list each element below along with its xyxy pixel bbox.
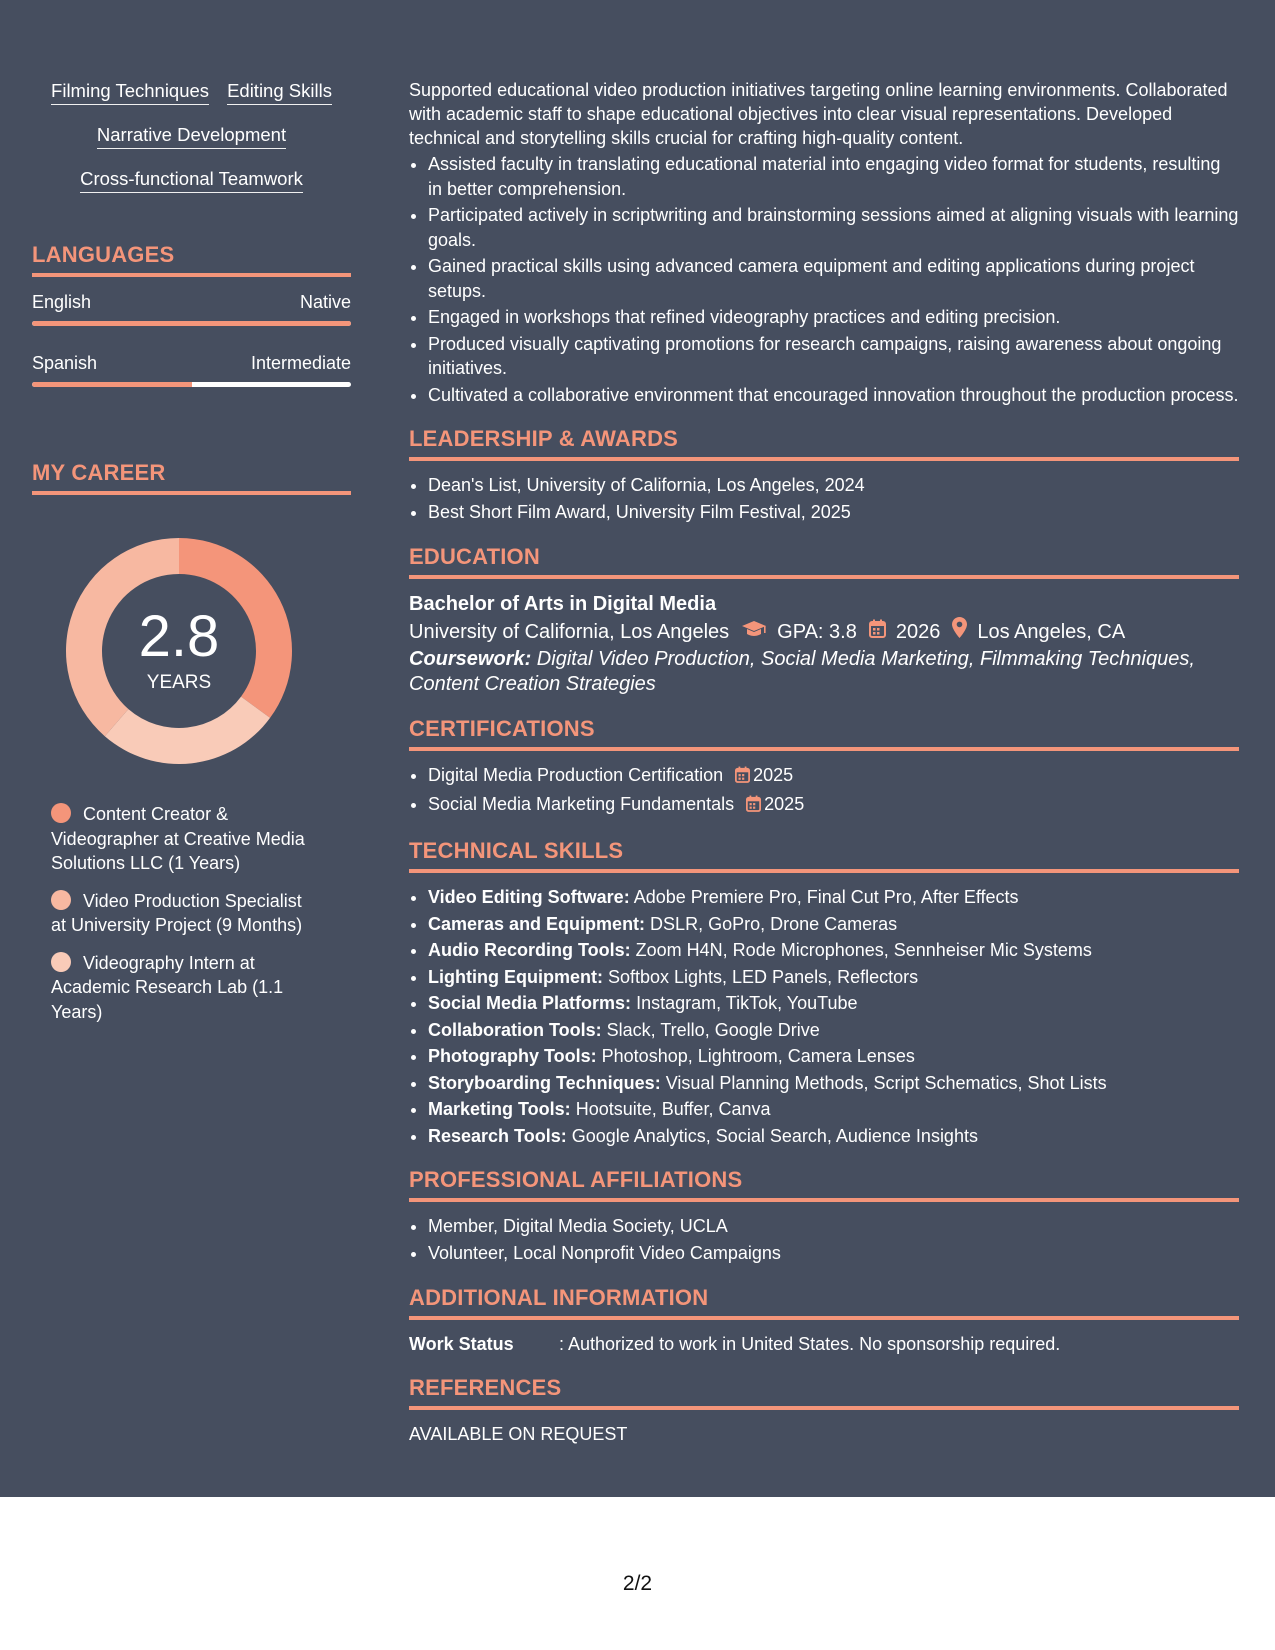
language-level: Intermediate xyxy=(250,353,351,373)
skill-value: Instagram, TikTok, YouTube xyxy=(631,993,858,1013)
coursework-label: Coursework: xyxy=(409,648,532,670)
education-coursework xyxy=(409,647,1239,697)
education-school: University of California, Los Angeles xyxy=(409,621,730,643)
experience-bullet: • Assisted faculty in translating educational material into engaging video format for students, resulting in better comprehension. xyxy=(428,152,1239,201)
skill-item xyxy=(428,965,1239,990)
career-legend-item xyxy=(51,889,321,938)
skill-item xyxy=(428,1097,1239,1122)
calendar-icon xyxy=(869,617,886,647)
coursework-list: Digital Video Production, Social Media Marketing, Filmmaking Techniques, Content Creation Strategies xyxy=(409,648,1195,695)
education-details xyxy=(409,617,1239,647)
career-donut-center xyxy=(64,536,294,766)
page-number: 2/2 xyxy=(622,1572,653,1595)
career-legend-text: Video Production Specialist at University Project (9 Months) xyxy=(51,890,303,935)
leadership-title: LEADERSHIP & AWARDS xyxy=(409,425,1239,461)
career-legend-text: Content Creator & Videographer at Creative Media Solutions LLC (1 Years) xyxy=(51,804,305,873)
certification-year: 2025 xyxy=(753,765,794,785)
certification-name: Digital Media Production Certification xyxy=(428,765,724,785)
certifications-list xyxy=(409,763,1239,819)
award-item: • Dean's List, University of California, Los Angeles, 2024 xyxy=(428,473,1239,498)
affiliation-item: • Member, Digital Media Society, UCLA xyxy=(428,1214,1239,1239)
education-degree: Bachelor of Arts in Digital Media xyxy=(409,593,717,615)
experience-bullet: • Gained practical skills using advanced camera equipment and editing applications during project setups. xyxy=(428,254,1239,303)
affiliations-title: PROFESSIONAL AFFILIATIONS xyxy=(409,1166,1239,1202)
education-year: 2026 xyxy=(895,621,941,643)
skill-value: Slack, Trello, Google Drive xyxy=(601,1019,820,1040)
skill-value: Google Analytics, Social Search, Audience Insights xyxy=(566,1125,978,1146)
career-legend-text: Videography Intern at Academic Research Lab (1.1 Years) xyxy=(51,952,284,1022)
skill-tag: Narrative Development xyxy=(97,124,286,149)
technical-skills-title: TECHNICAL SKILLS xyxy=(409,837,1239,873)
skill-label: Research Tools: xyxy=(428,1125,567,1146)
language-item xyxy=(32,352,351,387)
certification-item xyxy=(428,792,1239,819)
skill-tag-row xyxy=(32,80,351,105)
language-level: Native xyxy=(299,292,351,312)
skill-label: Storyboarding Techniques: xyxy=(428,1072,661,1093)
legend-dot-icon xyxy=(51,803,71,823)
technical-skills-list xyxy=(409,885,1239,1148)
career-total-unit: YEARS xyxy=(146,672,212,693)
skill-tags xyxy=(32,80,351,193)
skill-tag: Cross-functional Teamwork xyxy=(80,168,303,193)
language-item xyxy=(32,291,351,326)
legend-dot-icon xyxy=(51,952,71,972)
skill-label: Cameras and Equipment: xyxy=(428,913,646,934)
skill-label: Photography Tools: xyxy=(428,1046,597,1066)
experience-bullet: • Cultivated a collaborative environment that encouraged innovation throughout the production process. xyxy=(428,383,1239,408)
language-proficiency-fill xyxy=(32,321,351,326)
education-location: Los Angeles, CA xyxy=(977,621,1126,643)
career-total-value: 2.8 xyxy=(138,604,220,669)
additional-info-key: Work Status xyxy=(409,1334,514,1354)
legend-dot-icon xyxy=(51,890,71,910)
skill-value: DSLR, GoPro, Drone Cameras xyxy=(645,913,898,934)
skill-item xyxy=(428,1018,1239,1043)
career-donut-chart xyxy=(64,536,294,766)
skill-label: Audio Recording Tools: xyxy=(428,940,631,960)
certification-name: Social Media Marketing Fundamentals xyxy=(428,794,735,814)
map-pin-icon xyxy=(952,617,967,647)
leadership-list xyxy=(409,473,1239,525)
skill-value: Photoshop, Lightroom, Camera Lenses xyxy=(596,1046,915,1066)
career-title: MY CAREER xyxy=(32,459,351,495)
career-legend-item xyxy=(51,951,321,1025)
certification-item xyxy=(428,763,1239,790)
education-title: EDUCATION xyxy=(409,543,1239,579)
experience-summary: Supported educational video production initiatives targeting online learning environments. Collaborated with academic staff to shape educational objectives into clear visual representations. Developed technical and storytelling skills crucial for crafting high-quality content. xyxy=(409,80,1228,148)
skill-tag-row xyxy=(32,168,351,193)
career-legend xyxy=(51,802,321,1024)
skill-label: Video Editing Software: xyxy=(428,887,630,907)
skill-value: Hootsuite, Buffer, Canva xyxy=(570,1099,771,1119)
award-item: • Best Short Film Award, University Film Festival, 2025 xyxy=(428,500,1239,525)
calendar-icon xyxy=(735,765,750,790)
skill-label: Marketing Tools: xyxy=(428,1099,571,1119)
skill-label: Collaboration Tools: xyxy=(428,1019,602,1040)
certifications-title: CERTIFICATIONS xyxy=(409,715,1239,751)
skill-item xyxy=(428,991,1239,1016)
skill-item xyxy=(428,1044,1239,1069)
skill-tag-row xyxy=(32,124,351,149)
additional-info-row xyxy=(409,1332,1239,1356)
language-proficiency-fill xyxy=(32,382,192,387)
experience-bullet: • Participated actively in scriptwriting and brainstorming sessions aimed at aligning visuals with learning goals. xyxy=(428,203,1239,252)
experience-bullet: • Engaged in workshops that refined videography practices and editing precision. xyxy=(428,305,1239,330)
languages-title: LANGUAGES xyxy=(32,241,351,277)
skill-tag: Filming Techniques xyxy=(51,80,209,105)
skill-value: Softbox Lights, LED Panels, Reflectors xyxy=(602,966,919,987)
affiliation-item: • Volunteer, Local Nonprofit Video Campaigns xyxy=(428,1241,1239,1266)
experience-bullets xyxy=(409,152,1239,407)
skill-item xyxy=(428,938,1239,963)
additional-info-title: ADDITIONAL INFORMATION xyxy=(409,1284,1239,1320)
language-name: Spanish xyxy=(32,353,98,373)
skill-item xyxy=(428,885,1239,910)
references-title: REFERENCES xyxy=(409,1374,1239,1410)
certification-year: 2025 xyxy=(764,794,805,814)
education-gpa: GPA: 3.8 xyxy=(777,621,857,643)
skill-item xyxy=(428,1124,1239,1149)
skill-item xyxy=(428,912,1239,937)
affiliations-list xyxy=(409,1214,1239,1266)
main-content xyxy=(409,78,1239,1446)
skill-value: Adobe Premiere Pro, Final Cut Pro, After Effects xyxy=(629,887,1019,907)
language-proficiency-bar xyxy=(32,382,351,387)
calendar-icon xyxy=(746,794,761,819)
skill-value: Zoom H4N, Rode Microphones, Sennheiser Mic Systems xyxy=(630,940,1092,960)
career-legend-item xyxy=(51,802,321,876)
references-text: AVAILABLE ON REQUEST xyxy=(409,1424,628,1444)
skill-tag: Editing Skills xyxy=(227,80,332,105)
skill-value: Visual Planning Methods, Script Schematics, Shot Lists xyxy=(660,1072,1107,1093)
sidebar xyxy=(32,80,351,1037)
additional-info-value: : Authorized to work in United States. No sponsorship required. xyxy=(559,1334,1061,1354)
skill-label: Social Media Platforms: xyxy=(428,993,632,1013)
language-name: English xyxy=(32,292,92,312)
skill-label: Lighting Equipment: xyxy=(428,966,603,987)
language-proficiency-bar xyxy=(32,321,351,326)
skill-item xyxy=(428,1071,1239,1096)
experience-bullet: • Produced visually captivating promotions for research campaigns, raising awareness about ongoing initiatives. xyxy=(428,332,1239,381)
graduation-cap-icon xyxy=(741,617,767,647)
